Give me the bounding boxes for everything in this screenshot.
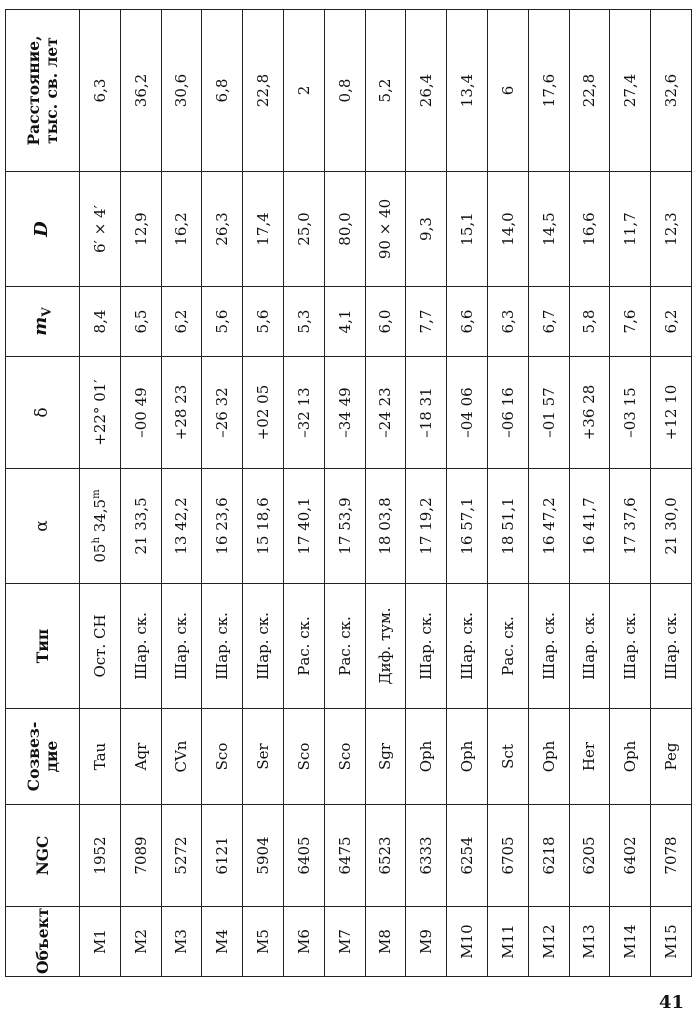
table-body: [80, 10, 692, 977]
cell-constellation: Her: [569, 709, 610, 805]
table-row: [651, 10, 692, 977]
cell-dec: +36 28: [569, 357, 610, 469]
cell-type: Шар. ск.: [447, 584, 488, 709]
header-magnitude-sub: V: [39, 307, 54, 317]
cell-constellation: Peg: [651, 709, 692, 805]
cell-diameter: 16,2: [161, 172, 202, 287]
cell-object: M9: [406, 907, 447, 977]
header-object: Объект: [6, 907, 80, 977]
cell-distance: 36,2: [120, 10, 161, 172]
cell-ngc: 6705: [487, 805, 528, 907]
cell-dec: –34 49: [324, 357, 365, 469]
table-row: [569, 10, 610, 977]
cell-constellation: Ser: [243, 709, 284, 805]
cell-constellation: CVn: [161, 709, 202, 805]
cell-constellation: Sgr: [365, 709, 406, 805]
rotated-table-container: [5, 10, 691, 977]
cell-type: Шар. ск.: [120, 584, 161, 709]
cell-ra: 18 51,1: [487, 469, 528, 584]
cell-magnitude: 6,2: [161, 287, 202, 357]
cell-constellation: Oph: [447, 709, 488, 805]
cell-diameter: 90 × 40: [365, 172, 406, 287]
cell-dec: –03 15: [610, 357, 651, 469]
table-row: [447, 10, 488, 977]
cell-magnitude: 7,7: [406, 287, 447, 357]
cell-magnitude: 7,6: [610, 287, 651, 357]
cell-magnitude: 6,2: [651, 287, 692, 357]
cell-type: Рас. ск.: [487, 584, 528, 709]
cell-ngc: 6405: [283, 805, 324, 907]
table-header-row: [6, 10, 80, 977]
cell-ra: 17 19,2: [406, 469, 447, 584]
cell-dec: +22° 01′: [80, 357, 121, 469]
cell-distance: 13,4: [447, 10, 488, 172]
cell-type: Ост. СН: [80, 584, 121, 709]
cell-distance: 17,6: [528, 10, 569, 172]
header-dec: δ: [6, 357, 80, 469]
cell-magnitude: 4,1: [324, 287, 365, 357]
cell-object: M15: [651, 907, 692, 977]
cell-distance: 30,6: [161, 10, 202, 172]
cell-type: Шар. ск.: [528, 584, 569, 709]
cell-ngc: 6254: [447, 805, 488, 907]
header-constellation: [6, 709, 80, 805]
cell-type: Рас. ск.: [324, 584, 365, 709]
cell-constellation: Oph: [528, 709, 569, 805]
cell-ra: 16 57,1: [447, 469, 488, 584]
cell-object: M10: [447, 907, 488, 977]
cell-ra: 16 41,7: [569, 469, 610, 584]
cell-dec: +02 05: [243, 357, 284, 469]
cell-type: Шар. ск.: [406, 584, 447, 709]
cell-diameter: 17,4: [243, 172, 284, 287]
table-row: [243, 10, 284, 977]
cell-ngc: 5904: [243, 805, 284, 907]
cell-dec: –00 49: [120, 357, 161, 469]
cell-magnitude: 8,4: [80, 287, 121, 357]
cell-dec: –04 06: [447, 357, 488, 469]
cell-magnitude: 6,6: [447, 287, 488, 357]
cell-ra: 16 47,2: [528, 469, 569, 584]
cell-magnitude: 6,3: [487, 287, 528, 357]
cell-object: M4: [202, 907, 243, 977]
cell-ra: 16 23,6: [202, 469, 243, 584]
table-row: [365, 10, 406, 977]
header-distance: [6, 10, 80, 172]
cell-ra: 21 30,0: [651, 469, 692, 584]
table-row: [487, 10, 528, 977]
cell-distance: 5,2: [365, 10, 406, 172]
cell-distance: 2: [283, 10, 324, 172]
cell-constellation: Sco: [283, 709, 324, 805]
unit-hours: h: [90, 537, 102, 544]
cell-magnitude: 5,6: [202, 287, 243, 357]
cell-object: M12: [528, 907, 569, 977]
cell-constellation: Oph: [610, 709, 651, 805]
cell-dec: +28 23: [161, 357, 202, 469]
cell-ngc: 5272: [161, 805, 202, 907]
header-ngc: NGC: [6, 805, 80, 907]
table-row: [161, 10, 202, 977]
cell-distance: 0,8: [324, 10, 365, 172]
cell-dec: –06 16: [487, 357, 528, 469]
cell-object: M11: [487, 907, 528, 977]
header-distance-text: Расстояние, тыс. св. лет: [23, 35, 61, 146]
cell-ra: 21 33,5: [120, 469, 161, 584]
cell-distance: 6,3: [80, 10, 121, 172]
cell-constellation: Aqr: [120, 709, 161, 805]
table-row: [120, 10, 161, 977]
cell-ngc: 6333: [406, 805, 447, 907]
cell-diameter: 14,5: [528, 172, 569, 287]
cell-distance: 6: [487, 10, 528, 172]
cell-ra: 17 53,9: [324, 469, 365, 584]
cell-dec: –18 31: [406, 357, 447, 469]
cell-dec: –26 32: [202, 357, 243, 469]
cell-distance: 6,8: [202, 10, 243, 172]
cell-type: Диф. тум.: [365, 584, 406, 709]
header-ra: α: [6, 469, 80, 584]
cell-ra: 13 42,2: [161, 469, 202, 584]
cell-diameter: 12,3: [651, 172, 692, 287]
cell-ngc: 6218: [528, 805, 569, 907]
cell-ngc: 7089: [120, 805, 161, 907]
cell-diameter: 25,0: [283, 172, 324, 287]
header-constellation-text: Созвез- дие: [23, 721, 61, 792]
cell-dec: +12 10: [651, 357, 692, 469]
cell-object: M6: [283, 907, 324, 977]
cell-ra: 17 40,1: [283, 469, 324, 584]
cell-constellation: Sct: [487, 709, 528, 805]
unit-minutes: m: [90, 489, 102, 499]
cell-type: Шар. ск.: [569, 584, 610, 709]
table-area: [5, 10, 691, 977]
cell-ngc: 6523: [365, 805, 406, 907]
cell-distance: 22,8: [569, 10, 610, 172]
cell-ngc: 1952: [80, 805, 121, 907]
cell-magnitude: 6,7: [528, 287, 569, 357]
table-row: [528, 10, 569, 977]
cell-object: M7: [324, 907, 365, 977]
cell-magnitude: 6,0: [365, 287, 406, 357]
cell-type: Шар. ск.: [610, 584, 651, 709]
cell-diameter: 9,3: [406, 172, 447, 287]
header-magnitude: [6, 287, 80, 357]
cell-magnitude: 5,3: [283, 287, 324, 357]
cell-type: Шар. ск.: [243, 584, 284, 709]
cell-constellation: Tau: [80, 709, 121, 805]
cell-object: M1: [80, 907, 121, 977]
header-diameter: D: [6, 172, 80, 287]
messier-objects-table: [5, 9, 692, 977]
cell-diameter: 80,0: [324, 172, 365, 287]
table-row: [80, 10, 121, 977]
cell-type: Шар. ск.: [651, 584, 692, 709]
cell-distance: 22,8: [243, 10, 284, 172]
cell-diameter: 14,0: [487, 172, 528, 287]
table-row: [406, 10, 447, 977]
cell-ngc: 6475: [324, 805, 365, 907]
cell-diameter: 6′ × 4′: [80, 172, 121, 287]
cell-distance: 26,4: [406, 10, 447, 172]
cell-diameter: 16,6: [569, 172, 610, 287]
cell-type: Шар. ск.: [202, 584, 243, 709]
cell-diameter: 15,1: [447, 172, 488, 287]
cell-object: M14: [610, 907, 651, 977]
cell-dec: –24 23: [365, 357, 406, 469]
cell-object: M2: [120, 907, 161, 977]
table-row: [610, 10, 651, 977]
cell-object: M5: [243, 907, 284, 977]
cell-dec: –32 13: [283, 357, 324, 469]
cell-object: M3: [161, 907, 202, 977]
cell-diameter: 26,3: [202, 172, 243, 287]
cell-magnitude: 5,8: [569, 287, 610, 357]
cell-dec: –01 57: [528, 357, 569, 469]
cell-magnitude: 5,6: [243, 287, 284, 357]
table-row: [202, 10, 243, 977]
cell-ra: 18 03,8: [365, 469, 406, 584]
cell-type: Шар. ск.: [161, 584, 202, 709]
cell-ngc: 6205: [569, 805, 610, 907]
header-type: Тип: [6, 584, 80, 709]
cell-constellation: Sco: [202, 709, 243, 805]
header-magnitude-main: m: [29, 316, 51, 336]
cell-ngc: 7078: [651, 805, 692, 907]
table-row: [283, 10, 324, 977]
cell-distance: 27,4: [610, 10, 651, 172]
page-number: 41: [658, 992, 684, 1013]
table-row: [324, 10, 365, 977]
cell-distance: 32,6: [651, 10, 692, 172]
cell-diameter: 11,7: [610, 172, 651, 287]
cell-ra: 05$^h$ 34,5$^m$: [80, 469, 121, 584]
cell-ra: 15 18,6: [243, 469, 284, 584]
cell-object: M13: [569, 907, 610, 977]
cell-type: Рас. ск.: [283, 584, 324, 709]
cell-ngc: 6402: [610, 805, 651, 907]
cell-object: M8: [365, 907, 406, 977]
cell-ngc: 6121: [202, 805, 243, 907]
cell-ra: 17 37,6: [610, 469, 651, 584]
cell-magnitude: 6,5: [120, 287, 161, 357]
cell-diameter: 12,9: [120, 172, 161, 287]
cell-constellation: Oph: [406, 709, 447, 805]
cell-constellation: Sco: [324, 709, 365, 805]
